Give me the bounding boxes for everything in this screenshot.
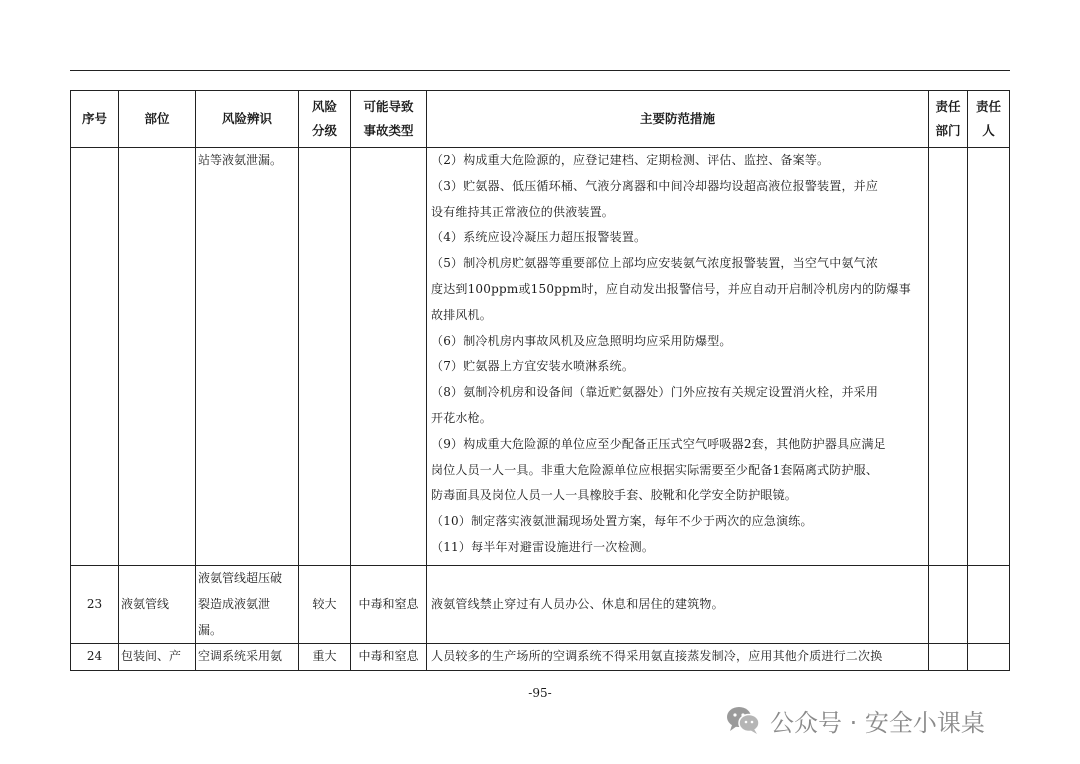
measure-item: （7）贮氨器上方宜安装水喷淋系统。 — [431, 359, 635, 374]
watermark — [726, 700, 985, 740]
cell-dept — [929, 148, 968, 566]
header-dept: 责任 部门 — [929, 91, 968, 148]
cell-level: 较大 — [299, 566, 351, 644]
cell-location: 液氨管线 — [119, 566, 196, 644]
measure-item: 岗位人员一人一具。非重大危险源单位应根据实际需要至少配备1套隔离式防护服、 — [431, 462, 879, 477]
measure-item: （6）制冷机房内事故风机及应急照明均应采用防爆型。 — [431, 333, 732, 348]
header-level: 风险 分级 — [299, 91, 351, 148]
cell-accident: 中毒和窒息 — [351, 566, 427, 644]
cell-accident — [351, 148, 427, 566]
header-rule — [70, 70, 1010, 71]
cell-person — [968, 566, 1010, 644]
measure-item: （8）氨制冷机房和设备间（靠近贮氨器处）门外应按有关规定设置消火栓，并采用 — [431, 385, 879, 400]
measure-item: 故排风机。 — [431, 307, 493, 322]
cell-measures: 人员较多的生产场所的空调系统不得采用氨直接蒸发制冷，应用其他介质进行二次换 — [427, 644, 929, 671]
header-location: 部位 — [119, 91, 196, 148]
measure-item: 度达到100ppm或150ppm时，应自动发出报警信号，并应自动开启制冷机房内的防爆事 — [431, 281, 911, 296]
cell-risk: 站等液氨泄漏。 — [196, 148, 299, 566]
cell-person — [968, 148, 1010, 566]
cell-accident: 中毒和窒息 — [351, 644, 427, 671]
cell-dept — [929, 566, 968, 644]
header-no: 序号 — [71, 91, 119, 148]
header-person: 责任 人 — [968, 91, 1010, 148]
measure-item: （9）构成重大危险源的单位应至少配备正压式空气呼吸器2套，其他防护器具应满足 — [431, 436, 886, 451]
watermark-text: 公众号 · 安全小课桌 — [770, 708, 985, 737]
cell-person — [968, 644, 1010, 671]
cell-level: 重大 — [299, 644, 351, 671]
measure-item: （11）每半年对避雷设施进行一次检测。 — [431, 539, 655, 554]
wechat-icon — [726, 705, 760, 735]
measure-item: （10）制定落实液氨泄漏现场处置方案，每年不少于两次的应急演练。 — [431, 514, 813, 529]
cell-no: 24 — [71, 644, 119, 671]
table-row-23 — [71, 566, 1010, 644]
cell-measures — [427, 148, 929, 566]
measure-item: （2）构成重大危险源的，应登记建档、定期检测、评估、监控、备案等。 — [431, 153, 830, 167]
measure-item: 防毒面具及岗位人员一人一具橡胶手套、胶靴和化学安全防护眼镜。 — [431, 488, 798, 503]
measure-item: 开花水枪。 — [431, 410, 493, 425]
cell-risk: 空调系统采用氨 — [196, 644, 299, 671]
cell-location — [119, 148, 196, 566]
header-measures: 主要防范措施 — [427, 91, 929, 148]
measure-item: 设有维持其正常液位的供液装置。 — [431, 204, 615, 219]
cell-measures: 液氨管线禁止穿过有人员办公、休息和居住的建筑物。 — [427, 566, 929, 644]
cell-level — [299, 148, 351, 566]
cell-no: 23 — [71, 566, 119, 644]
header-accident: 可能导致 事故类型 — [351, 91, 427, 148]
page-number: -95- — [528, 686, 552, 700]
cell-location: 包装间、产 — [119, 644, 196, 671]
measure-item: （3）贮氨器、低压循环桶、气液分离器和中间冷却器均设超高液位报警装置，并应 — [431, 178, 879, 193]
cell-risk: 液氨管线超压破 裂造成液氨泄 漏。 — [196, 566, 299, 644]
cell-no — [71, 148, 119, 566]
measure-item: （4）系统应设冷凝压力超压报警装置。 — [431, 230, 647, 245]
measure-item: （5）制冷机房贮氨器等重要部位上部均应安装氨气浓度报警装置，当空气中氨气浓 — [431, 256, 879, 271]
table-row-continued — [71, 148, 1010, 566]
table-row-24 — [71, 644, 1010, 671]
risk-control-table — [70, 90, 1010, 671]
table-header-row — [71, 91, 1010, 148]
header-risk: 风险辨识 — [196, 91, 299, 148]
cell-dept — [929, 644, 968, 671]
